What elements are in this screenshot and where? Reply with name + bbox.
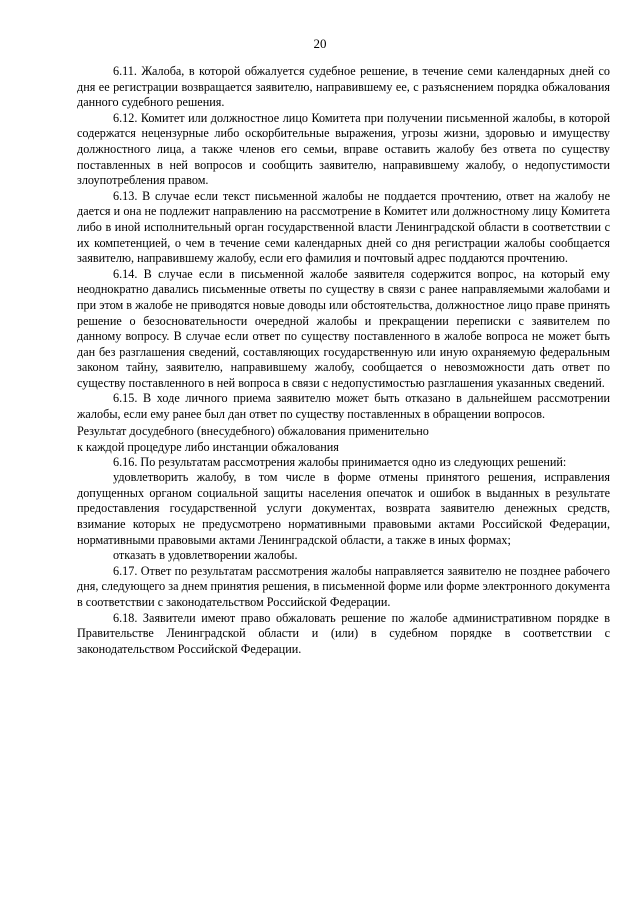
section-heading	[77, 423, 610, 455]
paragraph-6-16-option-refuse: отказать в удовлетворении жалобы.	[113, 548, 298, 563]
paragraph-6-14: 6.14. В случае если в письменной жалобе заявителя содержится вопрос, на который ему неоднократно давались письменные ответы по существу в связи с ранее направляемыми жалобами и при этом в жалобе не приводятся новые доводы или обстоятельства, должностное лицо праве принять решение о безосновательности очередной жалобы и прекращении переписки с заявителем по данному вопросу. В случае если ответ по существу поставленного в жалобе вопроса не может быть дан без разглашения сведений, составляющих государственную или иную охраняемую федеральным законом тайну, заявителю, направившему жалобу, сообщается о невозможности дать ответ по существу поставленного в ней вопроса в связи с недопустимостью разглашения указанных сведений.	[77, 266, 610, 390]
document-body	[77, 64, 610, 657]
paragraph-6-15: 6.15. В ходе личного приема заявителю может быть отказано в дальнейшем рассмотрении жалобы, если ему ранее был дан ответ по существу поставленных в обращении вопросов.	[77, 391, 610, 422]
paragraph-6-12: 6.12. Комитет или должностное лицо Комитета при получении письменной жалобы, в которой содержатся нецензурные либо оскорбительные выражения, угрозы жизни, здоровью и имуществу должностного лица, а также членов его семьи, вправе оставить жалобу без ответа по существу поставленных в ней вопросов и сообщить заявителю, направившему жалобу, о недопустимости злоупотребления правом.	[77, 110, 610, 188]
paragraph-6-17: 6.17. Ответ по результатам рассмотрения жалобы направляется заявителю не позднее рабочего дня, следующего за днем принятия решения, в письменной форме или форме электронного документа в соответствии с законодательством Российской Федерации.	[77, 563, 610, 609]
paragraph-6-13: 6.13. В случае если текст письменной жалобы не поддается прочтению, ответ на жалобу не дается и она не подлежит направлению на рассмотрение в Комитет или должностному лицу Комитета либо в иной исполнительный орган государственной власти Ленинградской области в соответствии с их компетенцией, о чем в течение семи календарных дней со дня регистрации жалобы сообщается заявителю, направившему жалобу, если его фамилия и почтовый адрес поддаются прочтению.	[77, 188, 610, 266]
paragraph-6-18: 6.18. Заявители имеют право обжаловать решение по жалобе административном порядке в Правительстве Ленинградской области и (или) в судебном порядке в соответствии с законодательством Российской Федерации.	[77, 610, 610, 656]
paragraph-6-16-option-satisfy: удовлетворить жалобу, в том числе в форме отмены принятого решения, исправления допущенных органом социальной защиты населения опечаток и ошибок в выданных в результате предоставления государственной услуги документах, возврата заявителю денежных средств, взимание которых не предусмотрено нормативными правовыми актами Российской Федерации, нормативными правовыми актами Ленинградской области, а также в иных формах;	[77, 470, 610, 547]
section-heading-line-2: к каждой процедуре либо инстанции обжалования	[77, 439, 339, 454]
section-heading-line-1: Результат досудебного (внесудебного) обжалования применительно	[77, 423, 429, 438]
paragraph-6-16: 6.16. По результатам рассмотрения жалобы принимается одно из следующих решений:	[113, 454, 567, 469]
paragraph-6-11: 6.11. Жалоба, в которой обжалуется судебное решение, в течение семи календарных дней со дня ее регистрации возвращается заявителю, направившему ее, с разъяснением порядка обжалования данного судебного решения.	[77, 64, 610, 110]
page-number: 20	[313, 36, 327, 51]
